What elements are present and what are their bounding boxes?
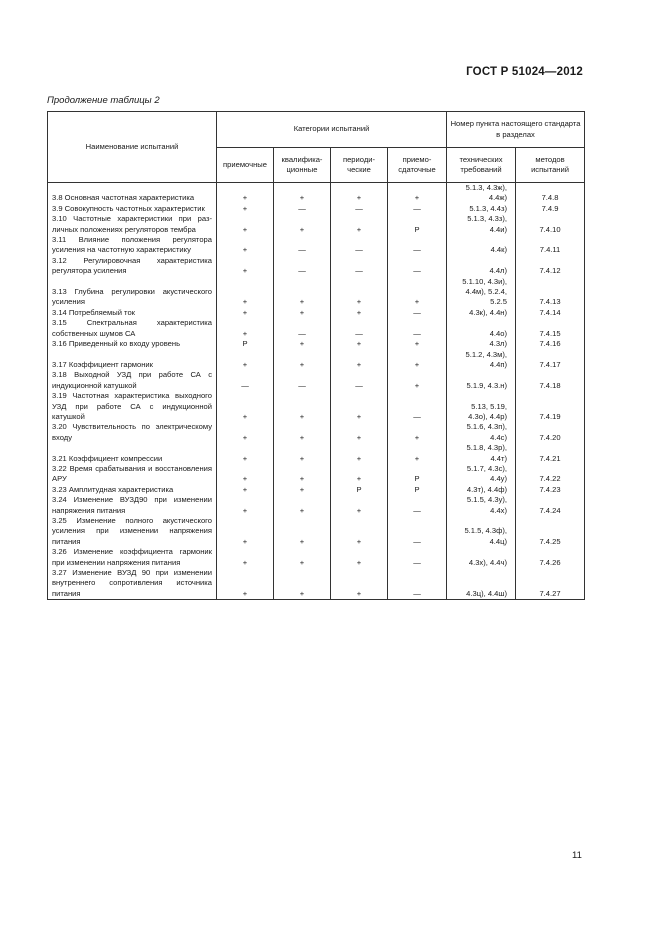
technical-clause-cell: 5.1.2, 4.3м), 4.4п) [447,350,516,371]
column-header-qualification: квалифика-ционные [274,148,331,183]
qualification-cell: — [274,370,331,391]
qualification-cell: — [274,235,331,256]
technical-clause-cell: 5.1.3, 4.3з), 4.4и) [447,214,516,235]
table-row [48,183,585,204]
technical-clause-cell: 4.4о) [447,318,516,339]
test-name-cell: 3.24 Изменение ВУЗД90 при изменении напряжения питания [48,495,217,516]
method-clause-cell: 7.4.19 [516,391,585,422]
acceptance-delivery-cell: Р [388,464,447,485]
method-clause-cell: 7.4.22 [516,464,585,485]
acceptance-delivery-cell: — [388,495,447,516]
qualification-cell: + [274,214,331,235]
test-name-cell: 3.21 Коэффициент компрессии [48,443,217,464]
technical-clause-cell: 5.1.3, 4.4з) [447,204,516,214]
qualification-cell: + [274,547,331,568]
qualification-cell: + [274,485,331,495]
acceptance-delivery-cell: + [388,339,447,349]
method-clause-cell: 7.4.13 [516,277,585,308]
table-row [48,214,585,235]
periodic-cell: + [331,495,388,516]
table-row [48,391,585,422]
test-name-cell: 3.22 Время срабатывания и восстановления АРУ [48,464,217,485]
method-clause-cell: 7.4.21 [516,443,585,464]
technical-clause-cell: 4.3к), 4.4н) [447,308,516,318]
technical-clause-cell: 4.4к) [447,235,516,256]
periodic-cell: — [331,370,388,391]
acceptance-delivery-cell: — [388,204,447,214]
acceptance-cell: + [217,235,274,256]
table-row [48,350,585,371]
column-group-categories: Категории испытаний [217,112,447,148]
method-clause-cell: 7.4.24 [516,495,585,516]
qualification-cell: — [274,256,331,277]
qualification-cell: + [274,516,331,547]
periodic-cell: + [331,277,388,308]
technical-clause-cell: 5.1.3, 4.3ж), 4.4ж) [447,183,516,204]
method-clause-cell: 7.4.15 [516,318,585,339]
periodic-cell: + [331,568,388,600]
column-header-periodic: периоди-ческие [331,148,388,183]
acceptance-cell: + [217,214,274,235]
acceptance-cell: + [217,204,274,214]
technical-clause-cell: 4.4л) [447,256,516,277]
test-name-cell: 3.15 Спектральная характеристика собственных шумов СА [48,318,217,339]
periodic-cell: Р [331,485,388,495]
acceptance-delivery-cell: — [388,256,447,277]
test-name-cell: 3.11 Влияние положения регулятора усиления на частотную характеристику [48,235,217,256]
table-row [48,256,585,277]
acceptance-cell: Р [217,339,274,349]
method-clause-cell: 7.4.10 [516,214,585,235]
periodic-cell: + [331,547,388,568]
table-row [48,485,585,495]
qualification-cell: + [274,277,331,308]
technical-clause-cell: 5.1.7, 4.3с), 4.4у) [447,464,516,485]
acceptance-cell: + [217,256,274,277]
table-row [48,568,585,600]
method-clause-cell: 7.4.16 [516,339,585,349]
acceptance-cell: + [217,495,274,516]
test-name-cell: 3.17 Коэффициент гармоник [48,350,217,371]
periodic-cell: + [331,422,388,443]
test-name-cell: 3.18 Выходной УЗД при работе СА с индукционной катушкой [48,370,217,391]
method-clause-cell: 7.4.23 [516,485,585,495]
document-header: ГОСТ Р 51024—2012 [466,66,583,78]
technical-clause-cell: 5.1.6, 4.3п), 4.4с) [447,422,516,443]
qualification-cell: — [274,204,331,214]
periodic-cell: — [331,204,388,214]
table-row [48,443,585,464]
technical-clause-cell: 5.1.5, 4.3у), 4.4х) [447,495,516,516]
method-clause-cell: 7.4.14 [516,308,585,318]
table-row [48,370,585,391]
page-number: 11 [572,850,582,861]
test-name-cell: 3.20 Чувствительность по электрическому входу [48,422,217,443]
test-name-cell: 3.14 Потребляемый ток [48,308,217,318]
acceptance-delivery-cell: + [388,350,447,371]
acceptance-delivery-cell: — [388,308,447,318]
table-caption: Продолжение таблицы 2 [47,95,160,106]
acceptance-delivery-cell: + [388,422,447,443]
method-clause-cell: 7.4.9 [516,204,585,214]
test-name-cell: 3.12 Регулировочная характеристика регулятора усиления [48,256,217,277]
periodic-cell: — [331,235,388,256]
periodic-cell: + [331,214,388,235]
method-clause-cell: 7.4.17 [516,350,585,371]
table-row [48,464,585,485]
column-header-acceptance-delivery: приемо-сдаточные [388,148,447,183]
table-row [48,422,585,443]
acceptance-cell: + [217,183,274,204]
qualification-cell: + [274,464,331,485]
qualification-cell: + [274,443,331,464]
technical-clause-cell: 5.1.9, 4.3.н) [447,370,516,391]
periodic-cell: + [331,350,388,371]
column-header-name: Наименование испытаний [48,112,217,183]
table-row [48,339,585,349]
periodic-cell: + [331,339,388,349]
test-name-cell: 3.10 Частотные характеристики при раз-личных положениях регуляторов тембра [48,214,217,235]
acceptance-delivery-cell: Р [388,214,447,235]
test-name-cell: 3.19 Частотная характеристика выходного УЗД при работе СА с индукционной катушкой [48,391,217,422]
test-name-cell: 3.25 Изменение полного акустического усиления при изменении напряжения питания [48,516,217,547]
method-clause-cell: 7.4.20 [516,422,585,443]
acceptance-cell: — [217,370,274,391]
technical-clause-cell: 4.3ц), 4.4ш) [447,568,516,600]
qualification-cell: + [274,339,331,349]
table-row [48,495,585,516]
method-clause-cell: 7.4.12 [516,256,585,277]
acceptance-delivery-cell: — [388,568,447,600]
table-row [48,204,585,214]
column-header-methods: методов испытаний [516,148,585,183]
qualification-cell: + [274,183,331,204]
acceptance-cell: + [217,568,274,600]
acceptance-delivery-cell: — [388,318,447,339]
acceptance-cell: + [217,391,274,422]
method-clause-cell: 7.4.18 [516,370,585,391]
technical-clause-cell: 4.3х), 4.4ч) [447,547,516,568]
periodic-cell: — [331,318,388,339]
technical-clause-cell: 4.3т), 4.4ф) [447,485,516,495]
table-row [48,547,585,568]
technical-clause-cell: 4.3л) [447,339,516,349]
acceptance-cell: + [217,350,274,371]
table-row [48,235,585,256]
column-group-clauses: Номер пункта настоящего стандарта в разделах [447,112,585,148]
column-header-acceptance: приемочные [217,148,274,183]
acceptance-cell: + [217,547,274,568]
qualification-cell: + [274,391,331,422]
acceptance-cell: + [217,443,274,464]
technical-clause-cell: 5.1.8, 4.3р), 4.4т) [447,443,516,464]
periodic-cell: + [331,516,388,547]
test-name-cell: 3.9 Совокупность частотных характеристик [48,204,217,214]
method-clause-cell: 7.4.11 [516,235,585,256]
acceptance-cell: + [217,485,274,495]
acceptance-delivery-cell: — [388,516,447,547]
qualification-cell: — [274,318,331,339]
qualification-cell: + [274,568,331,600]
test-name-cell: 3.26 Изменение коэффициента гармоник при изменении напряжения питания [48,547,217,568]
table-row [48,516,585,547]
qualification-cell: + [274,350,331,371]
table-row [48,318,585,339]
acceptance-cell: + [217,277,274,308]
test-name-cell: 3.13 Глубина регулировки акустического усиления [48,277,217,308]
column-header-technical: технических требований [447,148,516,183]
acceptance-cell: + [217,422,274,443]
acceptance-delivery-cell: + [388,370,447,391]
technical-clause-cell: 5.1.10, 4.3и), 4.4м), 5.2.4, 5.2.5 [447,277,516,308]
acceptance-delivery-cell: + [388,183,447,204]
table-row [48,277,585,308]
qualification-cell: + [274,422,331,443]
periodic-cell: — [331,256,388,277]
acceptance-delivery-cell: + [388,443,447,464]
qualification-cell: + [274,308,331,318]
table-row [48,308,585,318]
tests-table [47,111,585,600]
acceptance-cell: + [217,308,274,318]
test-name-cell: 3.27 Изменение ВУЗД 90 при изменении внутреннего сопротивления источника питания [48,568,217,600]
test-name-cell: 3.23 Амплитудная характеристика [48,485,217,495]
periodic-cell: + [331,391,388,422]
acceptance-cell: + [217,464,274,485]
acceptance-delivery-cell: — [388,391,447,422]
periodic-cell: + [331,308,388,318]
test-name-cell: 3.16 Приведенный ко входу уровень [48,339,217,349]
acceptance-delivery-cell: + [388,277,447,308]
acceptance-cell: + [217,318,274,339]
periodic-cell: + [331,443,388,464]
method-clause-cell: 7.4.26 [516,547,585,568]
acceptance-delivery-cell: — [388,547,447,568]
method-clause-cell: 7.4.25 [516,516,585,547]
acceptance-cell: + [217,516,274,547]
test-name-cell: 3.8 Основная частотная характеристика [48,183,217,204]
technical-clause-cell: 5.13, 5.19, 4.3о), 4.4р) [447,391,516,422]
periodic-cell: + [331,183,388,204]
method-clause-cell: 7.4.27 [516,568,585,600]
method-clause-cell: 7.4.8 [516,183,585,204]
table-body [48,183,585,600]
periodic-cell: + [331,464,388,485]
acceptance-delivery-cell: Р [388,485,447,495]
qualification-cell: + [274,495,331,516]
technical-clause-cell: 5.1.5, 4.3ф), 4.4ц) [447,516,516,547]
acceptance-delivery-cell: — [388,235,447,256]
